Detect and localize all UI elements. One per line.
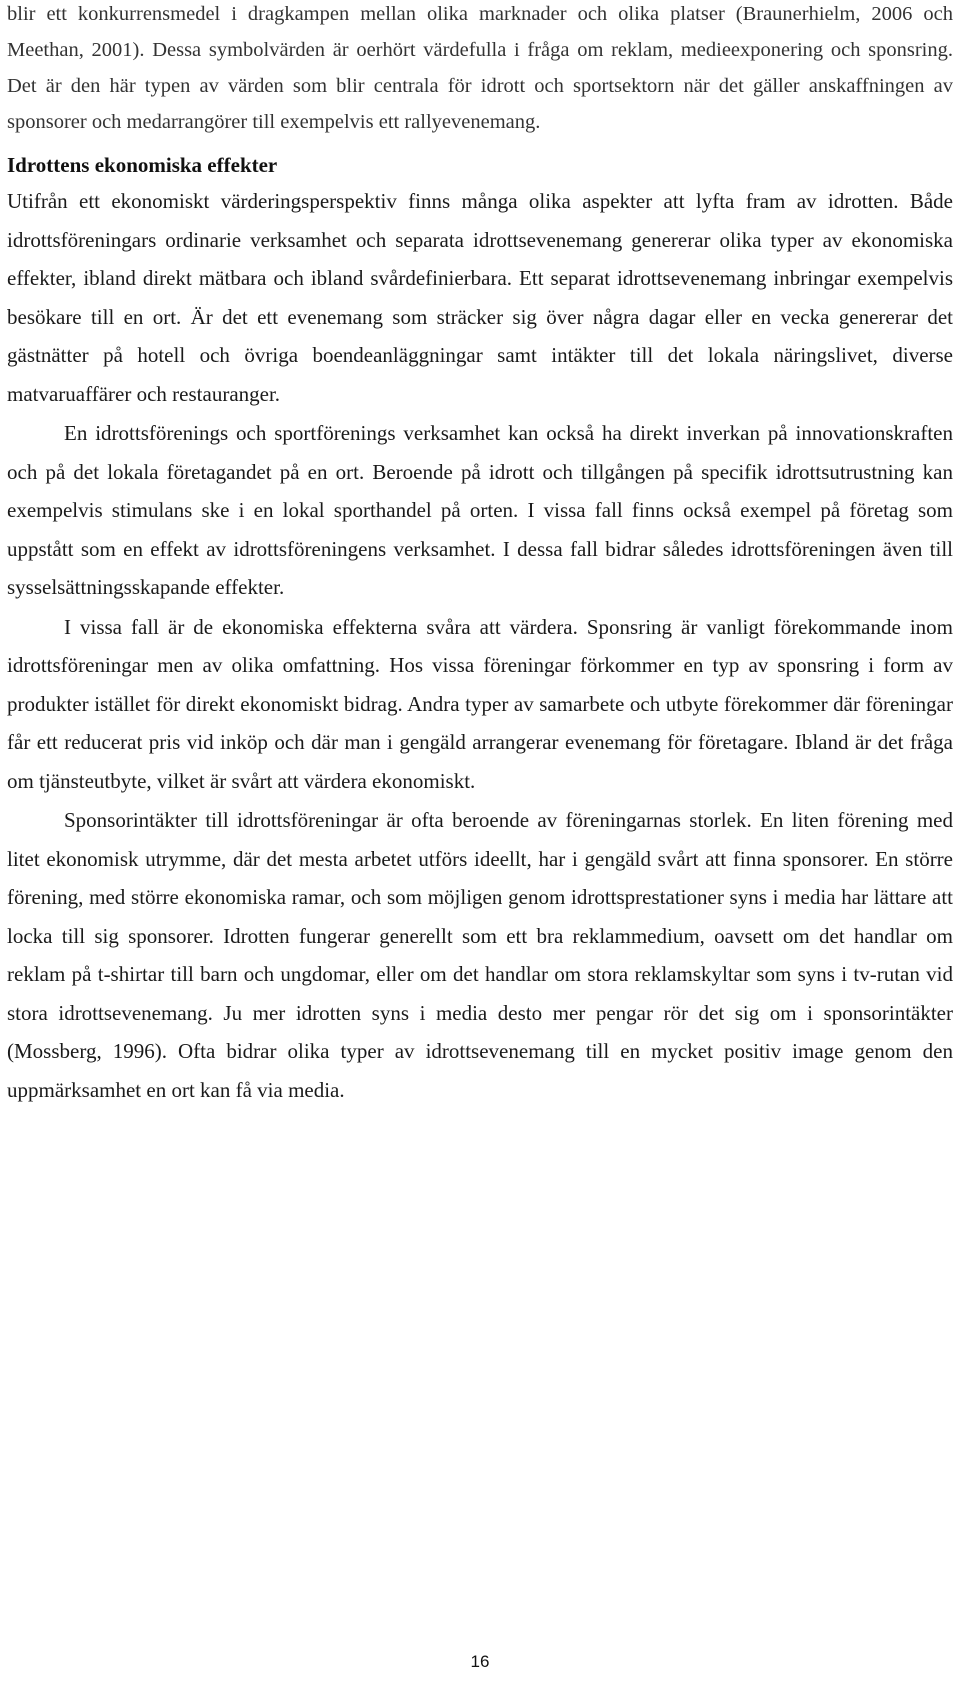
page-number: 16 bbox=[470, 1652, 490, 1671]
section-heading: Idrottens ekonomiska effekter bbox=[7, 153, 278, 177]
paragraph-1: Utifrån ett ekonomiskt värderingsperspektiv finns många olika aspekter att lyfta fram av idrotten. Både idrottsföreningars ordinarie verksamhet och separata idrottsevenemang genererar olika typer av ekonomiska effekter, ibland direkt mätbara och ibland svårdefinierbara. Ett separat idrottsevenemang inbringar exempelvis besökare till en ort. Är det ett evenemang som sträcker sig över några dagar eller en vecka genererar det gästnätter på hotell och övriga boendeanläggningar samt intäkter till det lokala näringslivet, diverse matvaruaffärer och restauranger. bbox=[7, 189, 953, 406]
paragraph-3: I vissa fall är de ekonomiska effekterna svåra att värdera. Sponsring är vanligt förekommande inom idrottsföreningar men av olika omfattning. Hos vissa föreningar förkommer en typ av sponsring i form av produkter istället för direkt ekonomiskt bidrag. Andra typer av samarbete och utbyte förekommer där föreningar får ett reducerat pris vid inköp och där man i gengäld arrangerar evenemang för företagare. Ibland är det fråga om tjänsteutbyte, vilket är svårt att värdera ekonomiskt. bbox=[7, 614, 953, 793]
paragraph-4: Sponsorintäkter till idrottsföreningar är ofta beroende av föreningarnas storlek. En liten förening med litet ekonomisk utrymme, där det mesta arbetet utförs ideellt, har i gengäld svårt att finna sponsorer. En större förening, med större ekonomiska ramar, och som möjligen genom idrottsprestationer syns i media har lättare att locka till sig sponsorer. Idrotten fungerar generellt som ett bra reklammedium, oavsett om det handlar om reklam på t-shirtar till barn och ungdomar, eller om det handlar om stora reklamskyltar som syns i tv-rutan vid stora idrottsevenemang. Ju mer idrotten syns i media desto mer pengar rör det sig om i sponsorintäkter (Mossberg, 1996). Ofta bidrar olika typer av idrottsevenemang till en mycket positiv image genom den uppmärksamhet en ort kan få via media. bbox=[7, 808, 953, 1102]
paragraph-continuation: blir ett konkurrensmedel i dragkampen mellan olika marknader och olika platser (Braunerhielm, 2006 och Meethan, 2001). Dessa symbolvärden är oerhört värdefulla i fråga om reklam, medieexponering och sponsring. Det är den här typen av värden som blir centrala för idrott och sportsektorn när det gäller anskaffningen av sponsorer och medarrangörer till exempelvis ett rallyevenemang. bbox=[7, 3, 953, 133]
paragraph-2: En idrottsförenings och sportförenings verksamhet kan också ha direkt inverkan på innovationskraften och på det lokala företagandet på en ort. Beroende på idrott och tillgången på specifik idrottsutrustning kan exempelvis stimulans ske i en lokal sporthandel på orten. I vissa fall finns också exempel på företag som uppstått som en effekt av idrottsföreningens verksamhet. I dessa fall bidrar således idrottsföreningen även till sysselsättningsskapande effekter. bbox=[7, 421, 953, 599]
document-page bbox=[7, 0, 953, 1109]
